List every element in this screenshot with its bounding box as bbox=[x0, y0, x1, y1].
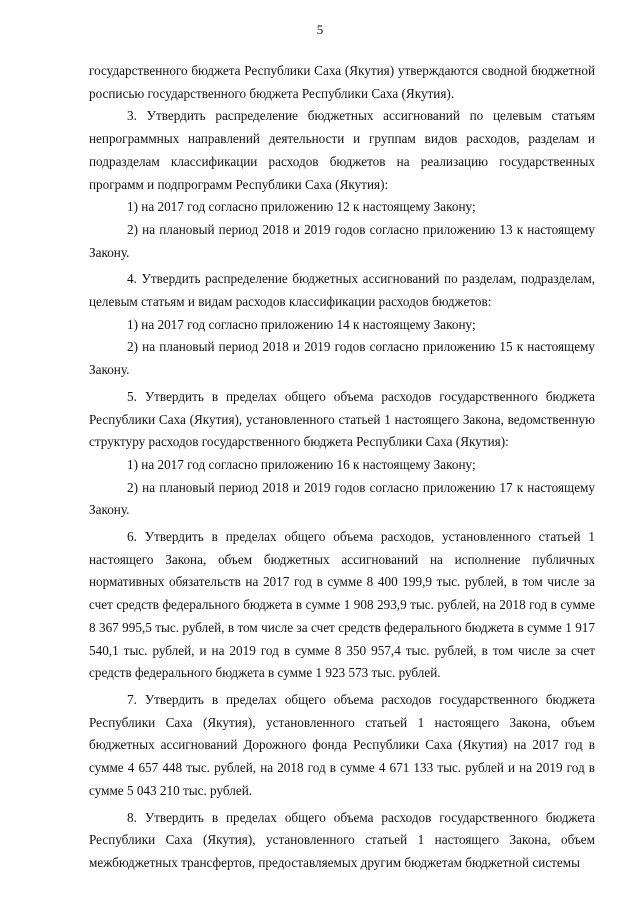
paragraph-item-4: 4. Утвердить распределение бюджетных ассигнований по разделам, подразделам, целевым статьям и видам расходов классификации расходов бюджетов: bbox=[89, 271, 595, 310]
paragraph-item-5-1: 1) на 2017 год согласно приложению 16 к настоящему Закону; bbox=[127, 456, 476, 472]
document-body bbox=[89, 60, 595, 875]
paragraph-item-5: 5. Утвердить в пределах общего объема расходов государственного бюджета Республики Саха (Якутия), установленного статьей 1 настоящего Закона, ведомственную структуру расходов государственного бюджета Республики Саха (Якутия): bbox=[89, 388, 595, 450]
paragraph-item-3-2: 2) на плановый период 2018 и 2019 годов согласно приложению 13 к настоящему Закону. bbox=[89, 221, 595, 260]
paragraph-continuation: государственного бюджета Республики Саха (Якутия) утверждаются сводной бюджетной росписью государственного бюджета Республики Саха (Якутия). bbox=[89, 63, 595, 101]
page-number: 5 bbox=[316, 22, 324, 37]
paragraph-item-5-2: 2) на плановый период 2018 и 2019 годов согласно приложению 17 к настоящему Закону. bbox=[89, 479, 595, 518]
paragraph-item-3: 3. Утвердить распределение бюджетных ассигнований по целевым статьям непрограммных направлений деятельности и группам видов расходов, разделам и подразделам классификации расходов бюджетов на реализацию государственных программ и подпрограмм Республики Саха (Якутия): bbox=[89, 108, 595, 192]
paragraph-item-7: 7. Утвердить в пределах общего объема расходов государственного бюджета Республики Саха (Якутия), установленного статьей 1 настоящего Закона, объем бюджетных ассигнований Дорожного фонда Республики Саха (Якутия) на 2017 год в сумме 4 657 448 тыс. рублей, на 2018 год в сумме 4 671 133 тыс. рублей и на 2019 год в сумме 5 043 210 тыс. рублей. bbox=[89, 691, 595, 798]
paragraph-item-4-1: 1) на 2017 год согласно приложению 14 к настоящему Закону; bbox=[127, 316, 476, 332]
paragraph-item-6: 6. Утвердить в пределах общего объема расходов, установленного статьей 1 настоящего Закона, объем бюджетных ассигнований на исполнение публичных нормативных обязательств на 2017 год в сумме 8 400 199,9 тыс. рублей, в том числе за счет средств федерального бюджета в сумме 1 908 293,9 тыс. рублей, на 2018 год в сумме 8 367 995,5 тыс. рублей, в том числе за счет средств федерального бюджета в сумме 1 917 540,1 тыс. рублей, и на 2019 год в сумме 8 350 957,4 тыс. рублей, в том числе за счет средств федерального бюджета в сумме 1 923 573 тыс. рублей. bbox=[89, 529, 595, 681]
paragraph-item-4-2: 2) на плановый период 2018 и 2019 годов согласно приложению 15 к настоящему Закону. bbox=[89, 339, 595, 378]
paragraph-item-3-1: 1) на 2017 год согласно приложению 12 к настоящему Закону; bbox=[127, 199, 476, 215]
paragraph-item-8: 8. Утвердить в пределах общего объема расходов государственного бюджета Республики Саха (Якутия), установленного статьей 1 настоящего Закона, объем межбюджетных трансфертов, предоставляемых другим бюджетам бюджетной системы bbox=[89, 809, 595, 870]
